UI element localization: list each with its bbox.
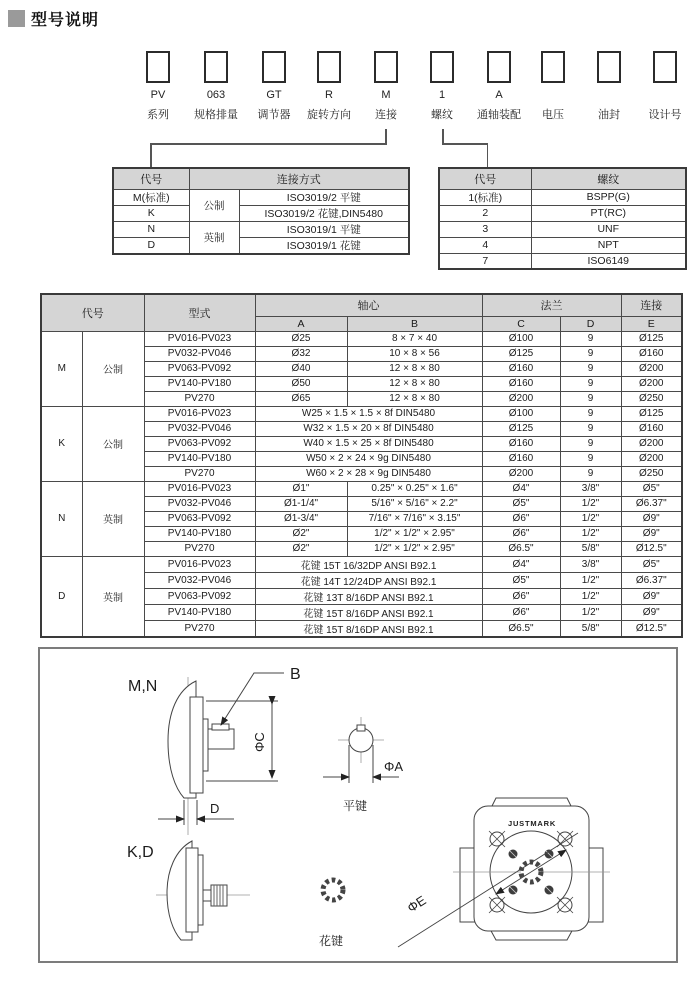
cell-b: 8 × 7 × 40 [347, 331, 482, 346]
cell-c: Ø6" [482, 526, 560, 541]
cell-d: 9 [560, 391, 621, 406]
col-header-flange: 法兰 [482, 294, 621, 316]
cell-b: 1/2" × 1/2" × 2.95" [347, 526, 482, 541]
cell-code: 7 [439, 253, 531, 269]
cell-d: 9 [560, 451, 621, 466]
cell-d: 1/2" [560, 604, 621, 620]
cell-model: PV063-PV092 [144, 361, 255, 376]
table-row [439, 221, 686, 237]
cell-shaft: 花键 15T 8/16DP ANSI B92.1 [255, 620, 482, 637]
code-value [636, 89, 694, 103]
cell-group-code: M [41, 331, 82, 406]
dim-phi-a: ΦA [384, 759, 404, 774]
code-value: GT [266, 89, 282, 101]
cell-c: Ø160 [482, 436, 560, 451]
cell-shaft: W32 × 1.5 × 20 × 8f DIN5480 [255, 421, 482, 436]
cell-model: PV270 [144, 391, 255, 406]
cell-model: PV270 [144, 541, 255, 556]
code-box [262, 51, 286, 83]
model-code-slot-displacement [187, 51, 245, 122]
thread-table [438, 167, 687, 270]
cell-d: 3/8" [560, 481, 621, 496]
cell-e: Ø5" [621, 481, 682, 496]
brand-logo: JUSTMARK [508, 819, 557, 828]
cell-model: PV140-PV180 [144, 526, 255, 541]
cell-e: Ø6.37" [621, 572, 682, 588]
model-code-slot-design-no [636, 51, 694, 122]
cell-b: 0.25" × 0.25" × 1.6" [347, 481, 482, 496]
col-header-code: 代号 [439, 168, 531, 189]
table-row [439, 189, 686, 205]
code-label: 电压 [542, 109, 564, 121]
cell-c: Ø160 [482, 376, 560, 391]
cell-c: Ø4" [482, 556, 560, 572]
cell-shaft: W60 × 2 × 28 × 9g DIN5480 [255, 466, 482, 481]
cell-model: PV140-PV180 [144, 604, 255, 620]
cell-e: Ø9" [621, 604, 682, 620]
table-header-row [439, 168, 686, 189]
connection-type-table [112, 167, 410, 255]
page-title: 型号说明 [31, 12, 100, 29]
code-label: 通轴装配 [477, 109, 521, 121]
code-box [653, 51, 677, 83]
model-code-slot-voltage [524, 51, 582, 122]
col-header-connect: 连接 [621, 294, 682, 316]
col-header-method: 连接方式 [189, 168, 409, 189]
cell-d: 9 [560, 376, 621, 391]
table-row [41, 556, 682, 572]
cell-unit: 公制 [189, 189, 239, 221]
col-header-c: C [482, 316, 560, 331]
cell-e: Ø160 [621, 421, 682, 436]
side-view-spline [156, 841, 250, 940]
code-box [487, 51, 511, 83]
cell-group-code: D [41, 556, 82, 637]
code-label: 系列 [147, 109, 169, 121]
cell-group-unit: 公制 [82, 406, 144, 481]
code-box [146, 51, 170, 83]
code-label: 油封 [598, 109, 620, 121]
cell-c: Ø5" [482, 572, 560, 588]
cell-method: ISO3019/2 花键,DIN5480 [239, 205, 409, 221]
cell-d: 5/8" [560, 541, 621, 556]
spline-section [323, 880, 343, 900]
cell-group-unit: 英制 [82, 556, 144, 637]
code-value: PV [150, 89, 166, 101]
cell-e: Ø250 [621, 466, 682, 481]
cell-method: ISO3019/2 平键 [239, 189, 409, 205]
label-b: B [290, 666, 301, 683]
col-header-model: 型式 [144, 294, 255, 331]
cell-a: Ø25 [255, 331, 347, 346]
cell-e: Ø5" [621, 556, 682, 572]
cell-group-unit: 公制 [82, 331, 144, 406]
cell-c: Ø100 [482, 331, 560, 346]
cell-model: PV032-PV046 [144, 421, 255, 436]
cell-b: 1/2" × 1/2" × 2.95" [347, 541, 482, 556]
cell-code: K [113, 205, 189, 221]
connector-connection [385, 129, 387, 144]
cell-d: 9 [560, 466, 621, 481]
cell-a: Ø1-3/4" [255, 511, 347, 526]
code-label: 规格排量 [194, 109, 238, 121]
col-header-code: 代号 [41, 294, 144, 331]
code-value: 063 [206, 89, 226, 101]
cell-b: 7/16" × 7/16" × 3.15" [347, 511, 482, 526]
section-bullet-icon [8, 10, 25, 27]
code-label: 调节器 [257, 109, 291, 121]
cell-a: Ø1-1/4" [255, 496, 347, 511]
cell-model: PV016-PV023 [144, 331, 255, 346]
cell-model: PV032-PV046 [144, 496, 255, 511]
model-code-slot-thread [413, 51, 471, 122]
cell-e: Ø200 [621, 361, 682, 376]
cell-model: PV140-PV180 [144, 451, 255, 466]
cell-e: Ø200 [621, 451, 682, 466]
cell-b: 10 × 8 × 56 [347, 346, 482, 361]
cell-c: Ø6" [482, 604, 560, 620]
dimension-drawing [40, 649, 676, 961]
table-row [113, 189, 409, 205]
cell-model: PV140-PV180 [144, 376, 255, 391]
cell-c: Ø5" [482, 496, 560, 511]
cell-c: Ø200 [482, 466, 560, 481]
model-code-slot-series [129, 51, 187, 122]
table-row [41, 481, 682, 496]
table-row [113, 221, 409, 237]
cell-group-unit: 英制 [82, 481, 144, 556]
code-value: 1 [438, 89, 446, 101]
cell-shaft: 花键 15T 16/32DP ANSI B92.1 [255, 556, 482, 572]
cell-d: 9 [560, 436, 621, 451]
cell-thread: ISO6149 [531, 253, 686, 269]
cell-a: Ø50 [255, 376, 347, 391]
code-label: 螺纹 [431, 109, 453, 121]
cell-thread: PT(RC) [531, 205, 686, 221]
cell-d: 1/2" [560, 511, 621, 526]
cell-c: Ø6.5" [482, 620, 560, 637]
cell-d: 9 [560, 361, 621, 376]
model-code-slot-thru-shaft [470, 51, 528, 122]
cell-unit: 英制 [189, 221, 239, 254]
cell-model: PV063-PV092 [144, 436, 255, 451]
dimension-drawing-panel [38, 647, 678, 963]
cell-method: ISO3019/1 平键 [239, 221, 409, 237]
model-code-slot-rotation [300, 51, 358, 122]
code-box [430, 51, 454, 83]
cell-e: Ø12.5" [621, 541, 682, 556]
table-header-row [113, 168, 409, 189]
cell-shaft: 花键 15T 8/16DP ANSI B92.1 [255, 604, 482, 620]
code-label: 设计号 [648, 109, 682, 121]
cell-a: Ø2" [255, 526, 347, 541]
cell-model: PV016-PV023 [144, 481, 255, 496]
cell-code: M(标准) [113, 189, 189, 205]
col-header-b: B [347, 316, 482, 331]
cell-code: N [113, 221, 189, 237]
col-header-shaft: 轴心 [255, 294, 482, 316]
code-box [541, 51, 565, 83]
cell-shaft: 花键 14T 12/24DP ANSI B92.1 [255, 572, 482, 588]
connector-thread [442, 143, 488, 145]
model-code-slot-oil-seal [580, 51, 638, 122]
cell-code: 4 [439, 237, 531, 253]
cell-model: PV032-PV046 [144, 346, 255, 361]
main-spec-table [40, 293, 683, 638]
cell-shaft: W25 × 1.5 × 1.5 × 8f DIN5480 [255, 406, 482, 421]
cell-d: 9 [560, 421, 621, 436]
label-mn: M,N [128, 678, 158, 695]
cell-c: Ø160 [482, 361, 560, 376]
cell-thread: UNF [531, 221, 686, 237]
label-kd: K,D [127, 844, 154, 861]
code-box [317, 51, 341, 83]
col-header-d: D [560, 316, 621, 331]
cell-e: Ø250 [621, 391, 682, 406]
cell-d: 1/2" [560, 526, 621, 541]
cell-d: 9 [560, 346, 621, 361]
cell-e: Ø125 [621, 331, 682, 346]
cell-model: PV016-PV023 [144, 406, 255, 421]
code-label: 旋转方向 [307, 109, 351, 121]
table-row [41, 331, 682, 346]
connector-thread [487, 144, 489, 167]
cell-e: Ø9" [621, 511, 682, 526]
cell-e: Ø6.37" [621, 496, 682, 511]
cell-b: 12 × 8 × 80 [347, 376, 482, 391]
cell-e: Ø160 [621, 346, 682, 361]
cell-c: Ø6.5" [482, 541, 560, 556]
cell-b: 12 × 8 × 80 [347, 361, 482, 376]
cell-code: 1(标准) [439, 189, 531, 205]
cell-c: Ø100 [482, 406, 560, 421]
cell-d: 1/2" [560, 588, 621, 604]
cell-a: Ø40 [255, 361, 347, 376]
cell-d: 1/2" [560, 496, 621, 511]
connector-connection [150, 144, 152, 167]
model-code-slot-connection [357, 51, 415, 122]
cell-d: 1/2" [560, 572, 621, 588]
code-value [580, 89, 638, 103]
cell-e: Ø9" [621, 526, 682, 541]
table-row [439, 253, 686, 269]
cell-c: Ø6" [482, 511, 560, 526]
cell-model: PV063-PV092 [144, 511, 255, 526]
cell-shaft: W50 × 2 × 24 × 9g DIN5480 [255, 451, 482, 466]
cell-code: D [113, 237, 189, 254]
cell-e: Ø12.5" [621, 620, 682, 637]
table-row [113, 205, 409, 221]
table-header-row [41, 294, 682, 316]
code-label: 连接 [375, 109, 397, 121]
table-row [41, 406, 682, 421]
cell-model: PV270 [144, 620, 255, 637]
cell-a: Ø65 [255, 391, 347, 406]
cell-thread: BSPP(G) [531, 189, 686, 205]
connector-thread [442, 129, 444, 144]
cell-method: ISO3019/1 花键 [239, 237, 409, 254]
cell-a: Ø2" [255, 541, 347, 556]
cell-b: 5/16" × 5/16" × 2.2" [347, 496, 482, 511]
section-header [8, 7, 99, 30]
cell-a: Ø1" [255, 481, 347, 496]
cell-e: Ø200 [621, 436, 682, 451]
cell-e: Ø9" [621, 588, 682, 604]
col-header-code: 代号 [113, 168, 189, 189]
cell-c: Ø125 [482, 346, 560, 361]
dim-d: D [210, 801, 220, 816]
cell-shaft: 花键 13T 8/16DP ANSI B92.1 [255, 588, 482, 604]
connector-connection [150, 143, 387, 145]
model-code-slot-regulator [245, 51, 303, 122]
code-value: R [325, 89, 333, 101]
cell-shaft: W40 × 1.5 × 25 × 8f DIN5480 [255, 436, 482, 451]
cell-group-code: K [41, 406, 82, 481]
cell-c: Ø6" [482, 588, 560, 604]
cell-c: Ø160 [482, 451, 560, 466]
cell-c: Ø200 [482, 391, 560, 406]
table-row [439, 237, 686, 253]
cell-d: 9 [560, 331, 621, 346]
cell-d: 9 [560, 406, 621, 421]
cell-c: Ø125 [482, 421, 560, 436]
cell-d: 3/8" [560, 556, 621, 572]
side-view-flat-key [158, 673, 284, 835]
dim-phi-e: ΦE [404, 892, 429, 916]
cell-model: PV063-PV092 [144, 588, 255, 604]
caption-spline: 花键 [319, 934, 344, 948]
code-value [524, 89, 582, 103]
cell-group-code: N [41, 481, 82, 556]
code-box [204, 51, 228, 83]
cell-model: PV016-PV023 [144, 556, 255, 572]
code-value: A [495, 89, 503, 101]
col-header-e: E [621, 316, 682, 331]
cell-model: PV032-PV046 [144, 572, 255, 588]
cell-b: 12 × 8 × 80 [347, 391, 482, 406]
dim-phi-c: ΦC [252, 732, 267, 752]
cell-thread: NPT [531, 237, 686, 253]
code-value: M [381, 89, 391, 101]
cell-e: Ø200 [621, 376, 682, 391]
cell-model: PV270 [144, 466, 255, 481]
code-box [597, 51, 621, 83]
table-row [113, 237, 409, 254]
front-view [398, 798, 610, 947]
col-header-a: A [255, 316, 347, 331]
cell-code: 3 [439, 221, 531, 237]
cell-a: Ø32 [255, 346, 347, 361]
cell-c: Ø4" [482, 481, 560, 496]
col-header-thread: 螺纹 [531, 168, 686, 189]
table-row [439, 205, 686, 221]
code-box [374, 51, 398, 83]
cell-e: Ø125 [621, 406, 682, 421]
caption-flat-key: 平键 [343, 799, 368, 813]
cell-code: 2 [439, 205, 531, 221]
cell-d: 5/8" [560, 620, 621, 637]
